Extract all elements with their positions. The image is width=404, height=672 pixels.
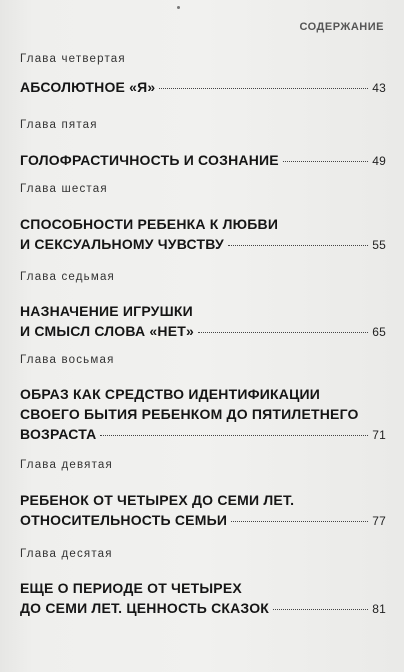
print-dot [177, 6, 180, 9]
dot-leader [273, 609, 368, 610]
chapter-title-line: РЕБЕНОК ОТ ЧЕТЫРЕХ ДО СЕМИ ЛЕТ. [20, 492, 295, 508]
chapter-label: Глава шестая [20, 183, 108, 195]
chapter-title-line: АБСОЛЮТНОЕ «Я» [20, 79, 156, 95]
chapter-label: Глава четвертая [20, 53, 126, 65]
page-number: 77 [372, 514, 386, 528]
chapter-title [20, 301, 386, 342]
dot-leader [283, 161, 368, 162]
chapter-title-line: ГОЛОФРАСТИЧНОСТЬ И СОЗНАНИЕ [20, 152, 279, 168]
page-number: 49 [372, 154, 386, 168]
chapter-title [20, 384, 386, 445]
chapter-title-line: И СМЫСЛ СЛОВА «НЕТ» [20, 323, 194, 339]
chapter-title-line: ДО СЕМИ ЛЕТ. ЦЕННОСТЬ СКАЗОК [20, 600, 270, 616]
running-head: СОДЕРЖАНИЕ [299, 21, 384, 33]
toc-entry-chapter-6 [20, 181, 386, 255]
chapter-title-line: И СЕКСУАЛЬНОМУ ЧУВСТВУ [20, 236, 224, 252]
chapter-label: Глава седьмая [20, 271, 115, 283]
chapter-label: Глава девятая [20, 459, 113, 471]
chapter-title-line: НАЗНАЧЕНИЕ ИГРУШКИ [20, 303, 193, 319]
toc-entry-chapter-5 [20, 117, 386, 171]
toc-entry-chapter-8 [20, 352, 386, 445]
chapter-title-line: СВОЕГО БЫТИЯ РЕБЕНКОМ ДО ПЯТИЛЕТНЕГО [20, 406, 359, 422]
page-number: 71 [372, 428, 386, 442]
dot-leader [198, 332, 368, 333]
page-number: 65 [372, 325, 386, 339]
chapter-title [20, 214, 386, 255]
toc-entry-chapter-4 [20, 51, 386, 98]
chapter-title-line: ОТНОСИТЕЛЬНОСТЬ СЕМЬИ [20, 512, 228, 528]
chapter-label: Глава восьмая [20, 354, 115, 366]
chapter-title-line: ЕЩЕ О ПЕРИОДЕ ОТ ЧЕТЫРЕХ [20, 580, 242, 596]
chapter-title [20, 578, 386, 619]
toc-entry-chapter-7 [20, 269, 386, 342]
chapter-title-line: ОБРАЗ КАК СРЕДСТВО ИДЕНТИФИКАЦИИ [20, 386, 321, 402]
dot-leader [100, 435, 368, 436]
chapter-title [20, 490, 386, 531]
page-number: 81 [372, 602, 386, 616]
dot-leader [159, 88, 368, 89]
chapter-label: Глава пятая [20, 119, 98, 131]
chapter-label: Глава десятая [20, 548, 113, 560]
dot-leader [231, 521, 368, 522]
chapter-title [20, 150, 386, 171]
dot-leader [228, 245, 368, 246]
chapter-title-line: ВОЗРАСТА [20, 426, 97, 442]
chapter-title-line: СПОСОБНОСТИ РЕБЕНКА К ЛЮБВИ [20, 216, 279, 232]
chapter-title [20, 77, 386, 98]
page-number: 43 [372, 81, 386, 95]
toc-entry-chapter-10 [20, 546, 386, 619]
page-number: 55 [372, 238, 386, 252]
toc-entry-chapter-9 [20, 457, 386, 531]
